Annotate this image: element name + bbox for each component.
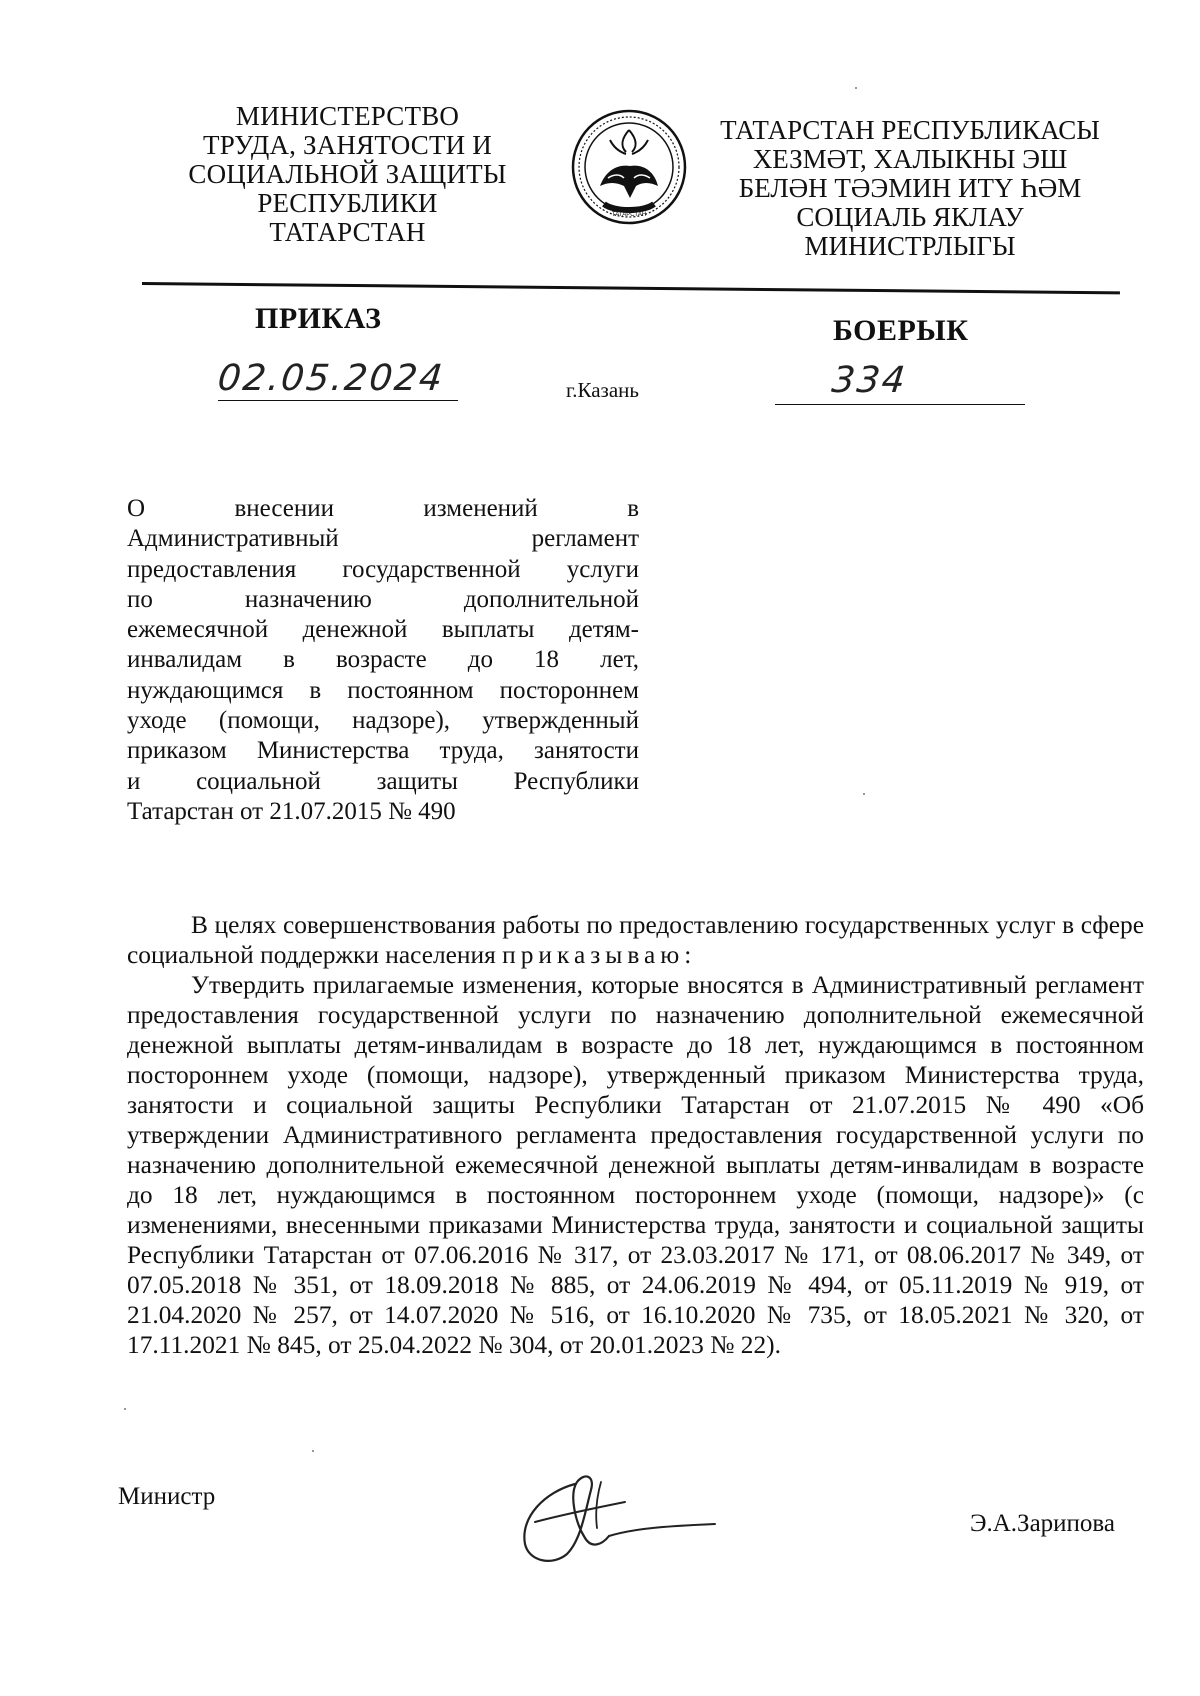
signatory-name: Э.А.Зарипова [970,1510,1116,1537]
subject-line: по назначению дополнительной [127,585,639,613]
order-city: г.Казань [566,378,639,402]
ministry-name-tt-line: МИНИСТРЛЫГЫ [804,231,1016,261]
ministry-name-ru-line: СОЦИАЛЬНОЙ ЗАЩИТЫ [188,159,507,189]
resolution-paragraph: Утвердить прилагаемые изменения, которые вносятся в Административный регламент предоставления государственной услуги по назначению дополнительной ежемесячной денежной выплаты детям-инвалидам в возрасте до 18 лет, нуждающимся в постоянном постороннем уходе (помощи, надзоре), утвержденный приказом Министерства труда, занятости и социальной защиты Республики Татарстан от 21.07.2015 № 490 «Об утверждении Административного регламента предоставления государственной услуги по назначению дополнительной ежемесячной денежной выплаты детям-инвалидам в возрасте до 18 лет, нуждающимся в постоянном постороннем уходе (помощи, надзоре)» (с изменениями, внесенными приказами Министерства труда, занятости и социальной защиты Республики Татарстан от 07.06.2016 № 317, от 23.03.2017 № 171, от 08.06.2017 № 349, от 07.05.2018 № 351, от 18.09.2018 № 885, от 24.06.2019 № 494, от 05.11.2019 № 919, от 21.04.2020 № 257, от 14.07.2020 № 516, от 16.10.2020 № 735, от 18.05.2021 № 320, от 17.11.2021 № 845, от 25.04.2022 № 304, от 20.01.2023 № 22). [127,971,1144,1359]
order-body [127,910,1144,1360]
subject-line: инвалидам в возрасте до 18 лет, [127,646,639,674]
scan-speck [855,87,857,89]
ministry-name-ru-line: ТАТАРСТАН [269,217,426,247]
scan-speck [863,793,865,795]
order-subject [127,494,639,827]
subject-line: Татарстан от 21.07.2015 № 490 [127,797,456,825]
ministry-name-ru-line: ТРУДА, ЗАНЯТОСТИ И [203,130,492,160]
order-title-tt: БОЕРЫК [833,314,969,347]
ministry-name-tt-line: ХЕЗМӘТ, ХАЛЫКНЫ ЭШ [752,144,1068,174]
subject-line: уходе (помощи, надзоре), утвержденный [127,707,639,735]
ministry-name-tt [700,116,1120,261]
preamble-paragraph [127,910,1144,970]
emblem-caption: ТАТАРСТАН [611,212,647,218]
ministry-name-ru-line: РЕСПУБЛИКИ [257,188,438,218]
subject-line: Административный регламент [127,525,639,553]
order-number-handwritten: 334 [829,360,909,401]
ministry-name-tt-line: БЕЛӘН ТӘЭМИН ИТҮ ҺӘМ [738,173,1082,203]
subject-line: ежемесячной денежной выплаты детям- [127,616,639,644]
ministry-name-tt-line: СОЦИАЛЬ ЯКЛАУ [796,202,1024,232]
subject-line: О внесении изменений в [127,495,639,522]
signatory-position: Министр [118,1483,216,1510]
subject-line: нуждающимся в постоянном постороннем [127,676,639,704]
order-date-handwritten: 02.05.2024 [215,358,447,399]
ministry-name-ru-line: МИНИСТЕРСТВО [235,101,460,131]
scan-speck [124,1408,126,1410]
subject-line: приказом Министерства труда, занятости [127,737,639,765]
number-underline [775,404,1025,405]
header-divider [142,282,1120,294]
ministry-name-ru [165,102,530,247]
preamble-text: В целях совершенствования работы по предоставлению государственных услуг в сфере социальной поддержки населения [127,911,1144,969]
tatarstan-emblem-icon [570,108,688,226]
date-underline [218,400,458,401]
order-title-ru: ПРИКАЗ [255,302,382,335]
scan-speck [312,1450,314,1452]
handwritten-signature [505,1462,725,1582]
subject-line: и социальной защиты Республики [127,767,639,795]
order-keyword: приказываю: [502,941,697,969]
ministry-name-tt-line: ТАТАРСТАН РЕСПУБЛИКАСЫ [720,115,1100,145]
subject-line: предоставления государственной услуги [127,555,639,583]
